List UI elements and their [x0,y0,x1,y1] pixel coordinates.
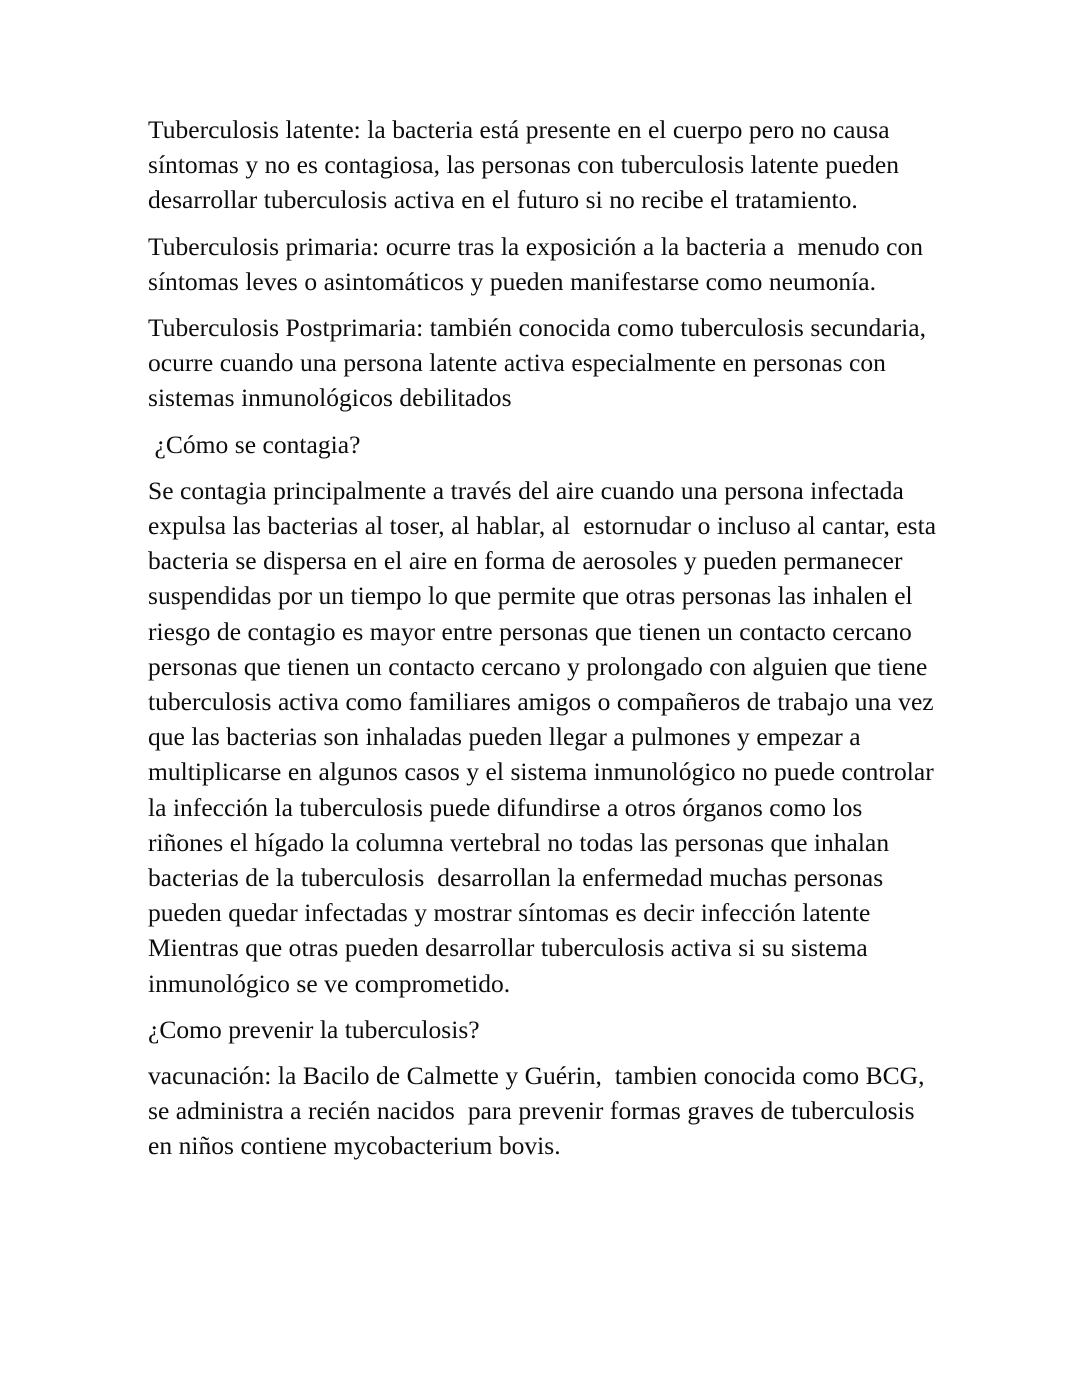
heading-como-se-contagia: ¿Cómo se contagia? [148,429,361,459]
paragraph-tuberculosis-latente: Tuberculosis latente: la bacteria está presente en el cuerpo pero no causa síntomas y no es contagiosa, las personas con tuberculosis latente pueden desarrollar tuberculosis activa en el futuro si no recibe el tratamiento. [148,115,906,215]
document-text-body [148,112,943,1164]
paragraph-tuberculosis-primaria: Tuberculosis primaria: ocurre tras la exposición a la bacteria a menudo con síntomas leves o asintomáticos y pueden manifestarse como neumonía. [148,231,930,296]
heading-como-prevenir: ¿Como prevenir la tuberculosis? [148,1014,480,1044]
paragraph-tuberculosis-postprimaria: Tuberculosis Postprimaria: también conocida como tuberculosis secundaria, ocurre cuando una persona latente activa especialmente en personas con sistemas inmunológicos debilitados [148,313,933,413]
paragraph-como-se-contagia-body: Se contagia principalmente a través del aire cuando una persona infectada expulsa las bacterias al toser, al hablar, al estornudar o incluso al cantar, esta bacteria se dispersa en el aire en forma de aerosoles y pueden permanecer suspendidas por un tiempo lo que permite que otras personas las inhalen el riesgo de contagio es mayor entre personas que tienen un contacto cercano personas que tienen un contacto cercano y prolongado con alguien que tiene tuberculosis activa como familiares amigos o compañeros de trabajo una vez que las bacterias son inhaladas pueden llegar a pulmones y empezar a multiplicarse en algunos casos y el sistema inmunológico no puede controlar la infección la tuberculosis puede difundirse a otros órganos como los riñones el hígado la columna vertebral no todas las personas que inhalan bacterias de la tuberculosis desarrollan la enfermedad muchas personas pueden quedar infectadas y mostrar síntomas es decir infección latente Mientras que otras pueden desarrollar tuberculosis activa si su sistema inmunológico se ve comprometido. [148,475,943,998]
paragraph-vacunacion: vacunación: la Bacilo de Calmette y Guérin, tambien conocida como BCG, se administra a recién nacidos para prevenir formas graves de tuberculosis en niños contiene mycobacterium bovis. [148,1061,931,1161]
